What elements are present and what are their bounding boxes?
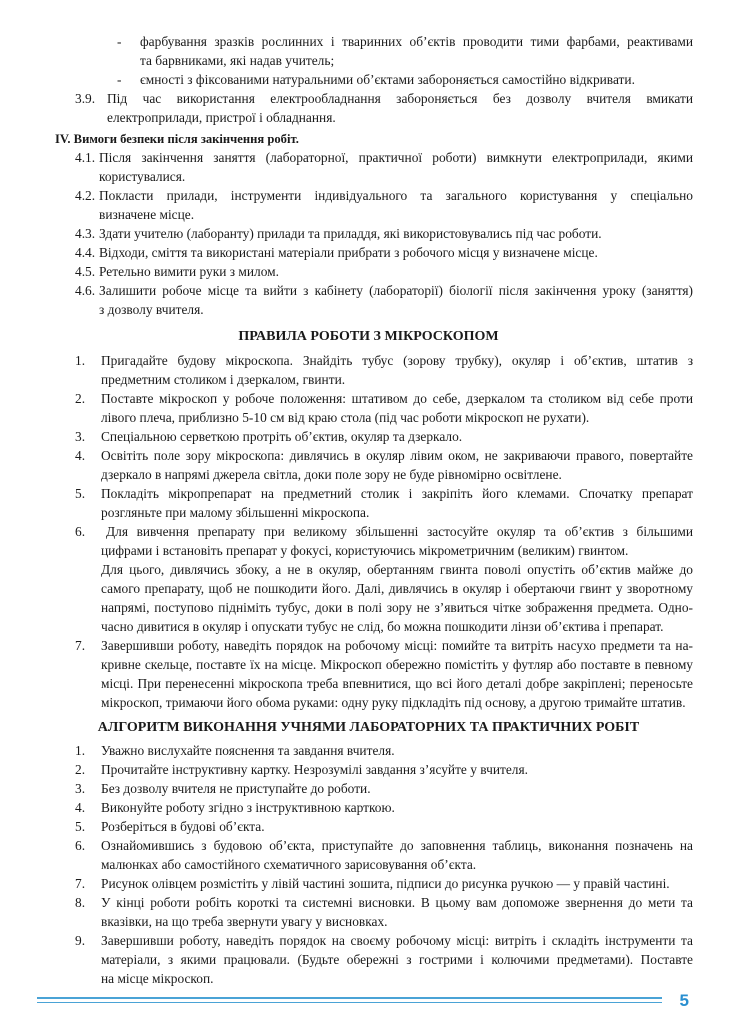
item-number: 5. [75, 819, 86, 834]
item-number: 5. [75, 486, 86, 501]
item-line: Рисунок олівцем розмістіть у лівій частині зошита, підписи до рисунка ручкою — у правій частині. [101, 876, 670, 891]
item-line: Уважно вислухайте пояснення та завдання вчителя. [101, 743, 395, 758]
item-line: Для цього, дивлячись збоку, а не в окуляр, обертанням гвинта поволі опустіть об’єктив майже до [101, 562, 693, 577]
item-line: Після закінчення заняття (лабораторної, практичної роботи) вимкнути електроприлади, якими [99, 150, 693, 165]
item-line: розгляньте при малому збільшенні мікроскопа. [101, 505, 370, 520]
item-line: Освітіть поле зору мікроскопа: дивлячись в окуляр лівим оком, не закриваючи правого, повертайте [101, 448, 693, 463]
item-line: Поставте мікроскоп у робоче положення: штативом до себе, дзеркалом та столиком від себе проти [101, 391, 693, 406]
item-line: на місце мікроскоп. [101, 971, 214, 986]
item-number: 4.6. [75, 283, 96, 298]
footer-rule [37, 997, 662, 999]
item-line: Прочитайте інструктивну картку. Незрозумілі завдання з’ясуйте у вчителя. [101, 762, 528, 777]
item-line: мікроскоп, тримаючи його обома руками: одну руку підкладіть під основу, а другою тримайте штатив. [101, 695, 686, 710]
item-line: Відходи, сміття та використані матеріали прибрати з робочого місця у визначене місце. [99, 245, 598, 260]
item-number: 6. [75, 838, 86, 853]
item-number: 9. [75, 933, 86, 948]
item-line: предметним столиком і дзеркалом, гвинти. [101, 372, 346, 387]
item-number: 4. [75, 448, 86, 463]
item-line: з дозволу вчителя. [99, 302, 204, 317]
item-line: Виконуйте роботу згідно з інструктивною карткою. [101, 800, 395, 815]
item-line: матеріали, з якими працювали. (Будьте обережні з гострими і колючими предметами). Поставте [101, 952, 693, 967]
item-line: Завершивши роботу, наведіть порядок на своєму робочому місці: витріть і складіть інструменти та [101, 933, 693, 948]
item-number: 3.9. [75, 91, 96, 106]
item-line: дзеркало в напрямі джерела світла, доки поле зору не буде рівномірно освітлене. [101, 467, 562, 482]
item-line: Здати учителю (лаборанту) прилади та приладдя, які використовувались під час роботи. [99, 226, 602, 241]
item-line: напрямі, поступово підніміть тубус, доки в полі зору не з’явиться чітке зображення предмета. Одно- [101, 600, 693, 615]
item-line: часно дивитися в окуляр і опускати тубус не слід, бо можна пошкодити лінзи об’єктива і препарат. [101, 619, 664, 634]
bullet-line: фарбування зразків рослинних і тваринних об’єктів проводити тими фарбами, реактивами [140, 34, 693, 49]
item-number: 4.5. [75, 264, 96, 279]
item-number: 2. [75, 391, 86, 406]
item-line: Для вивчення препарату при великому збільшенні застосуйте окуляр та об’єктив з більшими [106, 524, 693, 539]
item-line: визначене місце. [99, 207, 195, 222]
item-line: Пригадайте будову мікроскопа. Знайдіть тубус (зорову трубку), окуляр і об’єктив, штатив з [101, 353, 693, 368]
item-line: місці. При перенесенні мікроскопа треба впевнитися, що всі його деталі добре закріплені; переносьте [101, 676, 693, 691]
item-number: 7. [75, 876, 86, 891]
item-number: 4.1. [75, 150, 96, 165]
item-line: У кінці роботи робіть короткі та системні висновки. В цьому вам допоможе звернення до мети та [101, 895, 693, 910]
footer-rule [37, 1002, 662, 1003]
algorithm-heading: АЛГОРИТМ ВИКОНАННЯ УЧНЯМИ ЛАБОРАТОРНИХ ТА ПРАКТИЧНИХ РОБІТ [97, 720, 640, 735]
item-line: Ретельно вимити руки з милом. [99, 264, 279, 279]
item-line: Спеціальною серветкою протріть об’єктив, окуляр та дзеркало. [101, 429, 463, 444]
item-line: вказівки, на що треба звернути увагу у висновках. [101, 914, 388, 929]
item-line: малюнках або самостійного схематичного зарисовування об’єкта. [101, 857, 477, 872]
item-number: 3. [75, 781, 86, 796]
item-line: користувалися. [99, 169, 186, 184]
item-number: 7. [75, 638, 86, 653]
item-line: Покладіть мікропрепарат на предметний столик і закріпіть його клемами. Спочатку препарат [101, 486, 693, 501]
bullet-line: ємності з фіксованими натуральними об’єктами забороняється самостійно відкривати. [140, 72, 635, 87]
item-line: Завершивши роботу, наведіть порядок на робочому місці: помийте та витріть насухо предмети та на- [101, 638, 693, 653]
item-number: 4.3. [75, 226, 96, 241]
microscope-rules-heading: ПРАВИЛА РОБОТИ З МІКРОСКОПОМ [238, 329, 499, 344]
item-line: лівого плеча, приблизно 5-10 см від краю стола (під час роботи мікроскоп не рухати). [101, 410, 590, 425]
item-line: Залишити робоче місце та вийти з кабінету (лабораторії) біології після закінчення уроку (заняття) [99, 283, 693, 298]
item-line: цифрами і встановіть препарат у фокусі, користуючись мікрометричним (великим) гвинтом. [101, 543, 629, 558]
item-line: кривне скельце, поставте їх на місце. Мікроскоп обережно помістіть у футляр або поставте в певному [101, 657, 693, 672]
item-line: самого препарату, щоб не пошкодити його. Далі, дивлячись в окуляр і обертаючи гвинт у зворотному [101, 581, 693, 596]
section-iv-title: IV. Вимоги безпеки після закінчення робіт. [55, 132, 299, 146]
item-number: 1. [75, 353, 86, 368]
item-line: Без дозволу вчителя не приступайте до роботи. [101, 781, 371, 796]
item-line: Ознайомившись з будовою об’єкта, приступайте до заповнення таблиць, виконання позначень на [101, 838, 693, 853]
item-line: Під час використання електрообладнання забороняється без дозволу вчителя вмикати [107, 91, 693, 106]
item-number: 2. [75, 762, 86, 777]
bullet-marker: - [117, 34, 122, 49]
bullet-marker: - [117, 72, 122, 87]
item-number: 3. [75, 429, 86, 444]
item-line: електроприлади, пристрої і обладнання. [107, 110, 336, 125]
item-number: 6. [75, 524, 86, 539]
bullet-line: та барвниками, які надав учитель; [140, 53, 335, 68]
item-number: 4. [75, 800, 86, 815]
item-number: 4.2. [75, 188, 96, 203]
item-line: Покласти прилади, інструменти індивідуального та загального користування у спеціально [99, 188, 693, 203]
item-number: 1. [75, 743, 86, 758]
item-number: 4.4. [75, 245, 96, 260]
item-number: 8. [75, 895, 86, 910]
item-line: Розберіться в будові об’єкта. [101, 819, 265, 834]
page-number: 5 [679, 991, 689, 1010]
